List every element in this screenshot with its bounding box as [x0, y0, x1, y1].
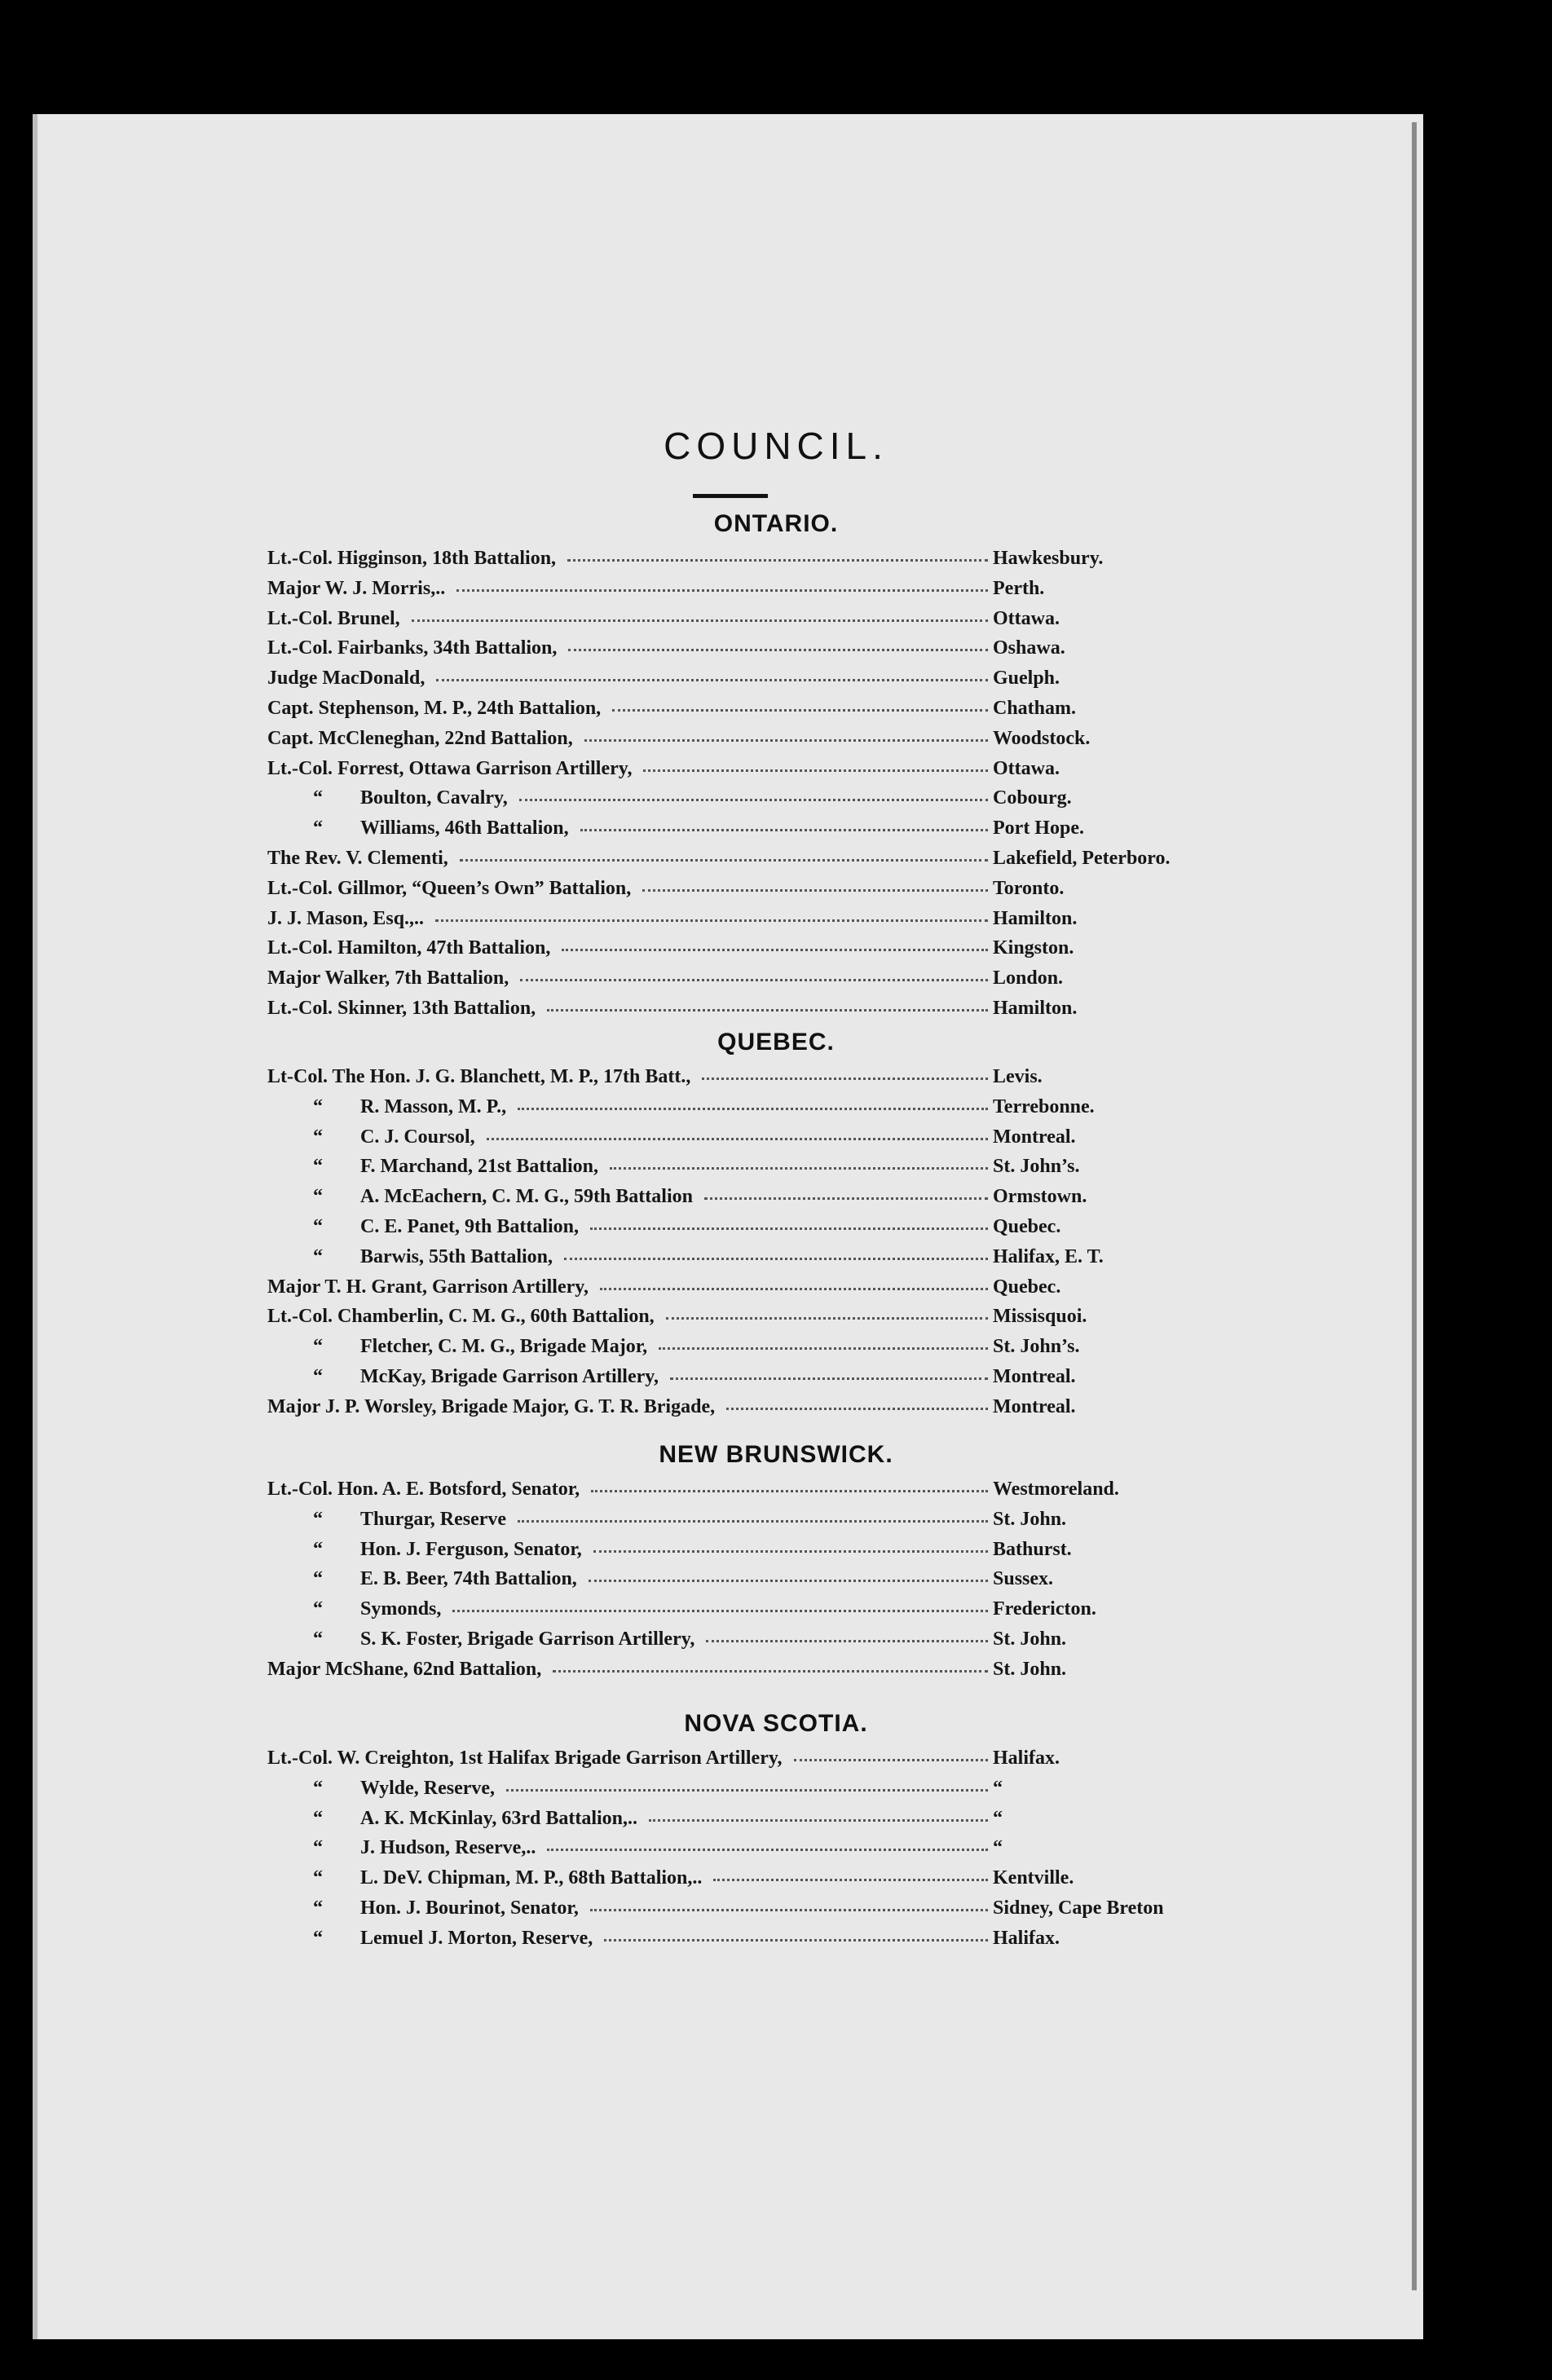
dot-leader: [589, 1580, 988, 1582]
member-location: St. John’s.: [993, 1156, 1080, 1177]
member-name: Lt-Col. The Hon. J. G. Blanchett, M. P., 17th Batt.,: [267, 1066, 691, 1087]
title-underline: [693, 494, 768, 498]
member-location: Missisquoi.: [993, 1306, 1087, 1327]
member-name: Lt.-Col. Chamberlin, C. M. G., 60th Battalion,: [267, 1306, 655, 1327]
member-row: [0, 1366, 1549, 1395]
ditto-mark: “: [313, 1366, 323, 1387]
member-location: Kingston.: [993, 937, 1074, 959]
member-location: Quebec.: [993, 1216, 1061, 1237]
member-location: Toronto.: [993, 878, 1065, 899]
member-location: Ottawa.: [993, 608, 1060, 629]
member-location: Port Hope.: [993, 818, 1084, 839]
section-heading: NEW BRUNSWICK.: [659, 1441, 893, 1468]
member-name: Lt.-Col. Brunel,: [267, 608, 400, 629]
dot-leader: [506, 1789, 988, 1792]
dot-leader: [659, 1347, 988, 1350]
dot-leader: [580, 829, 988, 831]
member-location: Guelph.: [993, 668, 1060, 689]
member-location: Sidney, Cape Breton: [993, 1897, 1164, 1919]
section-heading: ONTARIO.: [713, 510, 839, 537]
member-location: Bathurst.: [993, 1539, 1072, 1560]
member-name: Hon. J. Bourinot, Senator,: [360, 1897, 579, 1919]
member-location: Halifax.: [993, 1928, 1060, 1949]
ditto-mark: “: [313, 1156, 323, 1177]
member-name: Fletcher, C. M. G., Brigade Major,: [360, 1336, 648, 1357]
dot-leader: [643, 769, 988, 772]
member-row: [0, 1216, 1549, 1245]
ditto-mark: “: [313, 1568, 323, 1589]
dot-leader: [726, 1408, 988, 1410]
member-row: [0, 668, 1549, 697]
member-name: Williams, 46th Battalion,: [360, 818, 569, 839]
member-location: Halifax, E. T.: [993, 1246, 1104, 1267]
member-location: Cobourg.: [993, 787, 1072, 809]
member-name: Lt.-Col. Fairbanks, 34th Battalion,: [267, 637, 558, 659]
member-row: [0, 578, 1549, 607]
dot-leader: [518, 1520, 988, 1523]
member-name: Lt.-Col. Forrest, Ottawa Garrison Artillery,: [267, 758, 633, 779]
member-name: Thurgar, Reserve: [360, 1509, 507, 1530]
member-name: J. Hudson, Reserve,..: [360, 1837, 536, 1858]
member-location: Montreal.: [993, 1126, 1076, 1148]
ditto-mark: “: [313, 1509, 323, 1530]
dot-leader: [452, 1610, 988, 1612]
member-row: [0, 1246, 1549, 1276]
ditto-mark: “: [313, 1867, 323, 1889]
member-name: Lt.-Col. Gillmor, “Queen’s Own” Battalion,: [267, 878, 632, 899]
member-name: E. B. Beer, 74th Battalion,: [360, 1568, 577, 1589]
member-name: Major W. J. Morris,..: [267, 578, 446, 599]
dot-leader: [519, 799, 988, 801]
dot-leader: [412, 619, 988, 622]
member-name: Capt. McCleneghan, 22nd Battalion,: [267, 728, 573, 749]
dot-leader: [567, 559, 988, 562]
member-row: [0, 548, 1549, 577]
member-location: Oshawa.: [993, 637, 1065, 659]
member-row: [0, 787, 1549, 817]
member-location: Woodstock.: [993, 728, 1091, 749]
dot-leader: [649, 1819, 988, 1822]
member-name: Major T. H. Grant, Garrison Artillery,: [267, 1276, 589, 1298]
member-location: St. John.: [993, 1659, 1067, 1680]
page-title: COUNCIL.: [664, 425, 888, 467]
dot-leader: [612, 709, 988, 712]
member-row: [0, 1629, 1549, 1658]
member-row: [0, 848, 1549, 877]
dot-leader: [547, 1009, 988, 1012]
member-location: Chatham.: [993, 698, 1077, 719]
member-row: [0, 728, 1549, 757]
dot-leader: [564, 1258, 988, 1260]
dot-leader: [584, 739, 988, 742]
member-location: Ottawa.: [993, 758, 1060, 779]
member-location: St. John.: [993, 1629, 1067, 1650]
member-location: Quebec.: [993, 1276, 1061, 1298]
member-name: The Rev. V. Clementi,: [267, 848, 448, 869]
member-name: C. J. Coursol,: [360, 1126, 475, 1148]
member-row: [0, 1778, 1549, 1807]
member-location: Montreal.: [993, 1366, 1076, 1387]
member-row: [0, 1276, 1549, 1306]
member-name: Major Walker, 7th Battalion,: [267, 967, 509, 989]
member-row: [0, 1568, 1549, 1598]
member-row: [0, 608, 1549, 637]
member-location: Ormstown.: [993, 1186, 1087, 1207]
dot-leader: [666, 1317, 988, 1320]
dot-leader: [547, 1849, 988, 1851]
member-name: Barwis, 55th Battalion,: [360, 1246, 553, 1267]
member-name: Judge MacDonald,: [267, 668, 425, 689]
dot-leader: [591, 1490, 988, 1492]
member-row: [0, 758, 1549, 787]
member-row: [0, 1126, 1549, 1156]
dot-leader: [520, 979, 988, 981]
ditto-mark: “: [313, 1598, 323, 1620]
member-row: [0, 1306, 1549, 1335]
ditto-mark: “: [313, 1336, 323, 1357]
member-name: Boulton, Cavalry,: [360, 787, 508, 809]
dot-leader: [590, 1227, 988, 1230]
member-location: Sussex.: [993, 1568, 1054, 1589]
dot-leader: [593, 1550, 988, 1553]
dot-leader: [704, 1197, 988, 1200]
member-row: [0, 1096, 1549, 1126]
member-location: “: [993, 1808, 1003, 1829]
member-row: [0, 637, 1549, 667]
member-location: St. John’s.: [993, 1336, 1080, 1357]
dot-leader: [568, 649, 988, 651]
member-row: [0, 698, 1549, 727]
ditto-mark: “: [313, 818, 323, 839]
member-location: Halifax.: [993, 1748, 1060, 1769]
ditto-mark: “: [313, 1186, 323, 1207]
member-name: L. DeV. Chipman, M. P., 68th Battalion,..: [360, 1867, 703, 1889]
member-name: Lt.-Col. W. Creighton, 1st Halifax Brigade Garrison Artillery,: [267, 1748, 783, 1769]
member-row: [0, 1748, 1549, 1777]
member-row: [0, 1509, 1549, 1538]
section-heading: QUEBEC.: [717, 1029, 835, 1056]
member-location: Hawkesbury.: [993, 548, 1104, 569]
member-row: [0, 1808, 1549, 1837]
member-name: A. K. McKinlay, 63rd Battalion,..: [360, 1808, 638, 1829]
member-name: F. Marchand, 21st Battalion,: [360, 1156, 599, 1177]
member-name: Wylde, Reserve,: [360, 1778, 496, 1799]
member-location: London.: [993, 967, 1064, 989]
member-location: Terrebonne.: [993, 1096, 1095, 1117]
member-name: S. K. Foster, Brigade Garrison Artillery,: [360, 1629, 695, 1650]
dot-leader: [436, 679, 988, 681]
member-row: [0, 937, 1549, 967]
member-row: [0, 1156, 1549, 1185]
member-row: [0, 1479, 1549, 1508]
member-location: St. John.: [993, 1509, 1067, 1530]
dot-leader: [713, 1879, 988, 1881]
member-location: Montreal.: [993, 1396, 1076, 1417]
ditto-mark: “: [313, 1629, 323, 1650]
dot-leader: [487, 1138, 988, 1140]
member-name: J. J. Mason, Esq.,..: [267, 908, 425, 929]
member-name: McKay, Brigade Garrison Artillery,: [360, 1366, 659, 1387]
member-row: [0, 1837, 1549, 1867]
member-name: Capt. Stephenson, M. P., 24th Battalion,: [267, 698, 602, 719]
ditto-mark: “: [313, 1096, 323, 1117]
member-location: Levis.: [993, 1066, 1043, 1087]
member-name: Symonds,: [360, 1598, 442, 1620]
dot-leader: [610, 1167, 988, 1170]
dot-leader: [604, 1939, 988, 1941]
member-location: “: [993, 1778, 1003, 1799]
member-row: [0, 1396, 1549, 1426]
dot-leader: [562, 949, 988, 951]
member-row: [0, 1897, 1549, 1927]
member-name: Lt.-Col. Hamilton, 47th Battalion,: [267, 937, 551, 959]
member-name: Major J. P. Worsley, Brigade Major, G. T. R. Brigade,: [267, 1396, 716, 1417]
ditto-mark: “: [313, 787, 323, 809]
ditto-mark: “: [313, 1897, 323, 1919]
member-row: [0, 967, 1549, 997]
ditto-mark: “: [313, 1778, 323, 1799]
member-name: R. Masson, M. P.,: [360, 1096, 507, 1117]
ditto-mark: “: [313, 1928, 323, 1949]
member-name: Lemuel J. Morton, Reserve,: [360, 1928, 593, 1949]
member-location: Fredericton.: [993, 1598, 1096, 1620]
ditto-mark: “: [313, 1837, 323, 1858]
ditto-mark: “: [313, 1126, 323, 1148]
member-row: [0, 818, 1549, 847]
dot-leader: [670, 1377, 988, 1380]
dot-leader: [600, 1288, 988, 1290]
member-name: Lt.-Col. Skinner, 13th Battalion,: [267, 998, 536, 1019]
ditto-mark: “: [313, 1216, 323, 1237]
member-location: Westmoreland.: [993, 1479, 1119, 1500]
member-location: Hamilton.: [993, 908, 1078, 929]
member-location: “: [993, 1837, 1003, 1858]
dot-leader: [518, 1108, 988, 1110]
member-row: [0, 1066, 1549, 1095]
member-name: Hon. J. Ferguson, Senator,: [360, 1539, 582, 1560]
member-row: [0, 1928, 1549, 1957]
dot-leader: [553, 1670, 988, 1673]
dot-leader: [590, 1909, 988, 1911]
member-row: [0, 1186, 1549, 1215]
member-location: Hamilton.: [993, 998, 1078, 1019]
member-name: Lt.-Col. Hon. A. E. Botsford, Senator,: [267, 1479, 580, 1500]
member-row: [0, 1659, 1549, 1688]
dot-leader: [456, 589, 988, 592]
ditto-mark: “: [313, 1539, 323, 1560]
section-heading: NOVA SCOTIA.: [684, 1710, 868, 1737]
member-location: Kentville.: [993, 1867, 1074, 1889]
member-name: Lt.-Col. Higginson, 18th Battalion,: [267, 548, 557, 569]
member-row: [0, 878, 1549, 907]
ditto-mark: “: [313, 1808, 323, 1829]
member-row: [0, 1598, 1549, 1628]
member-name: A. McEachern, C. M. G., 59th Battalion: [360, 1186, 693, 1207]
dot-leader: [706, 1640, 988, 1642]
member-name: Major McShane, 62nd Battalion,: [267, 1659, 542, 1680]
dot-leader: [702, 1078, 988, 1080]
dot-leader: [460, 859, 988, 862]
member-row: [0, 1867, 1549, 1897]
dot-leader: [435, 919, 988, 922]
ditto-mark: “: [313, 1246, 323, 1267]
dot-leader: [794, 1759, 988, 1761]
member-row: [0, 1539, 1549, 1568]
member-row: [0, 998, 1549, 1027]
member-name: C. E. Panet, 9th Battalion,: [360, 1216, 580, 1237]
dot-leader: [642, 889, 988, 892]
member-row: [0, 1336, 1549, 1365]
member-location: Perth.: [993, 578, 1045, 599]
member-location: Lakefield, Peterboro.: [993, 848, 1171, 869]
member-row: [0, 908, 1549, 937]
